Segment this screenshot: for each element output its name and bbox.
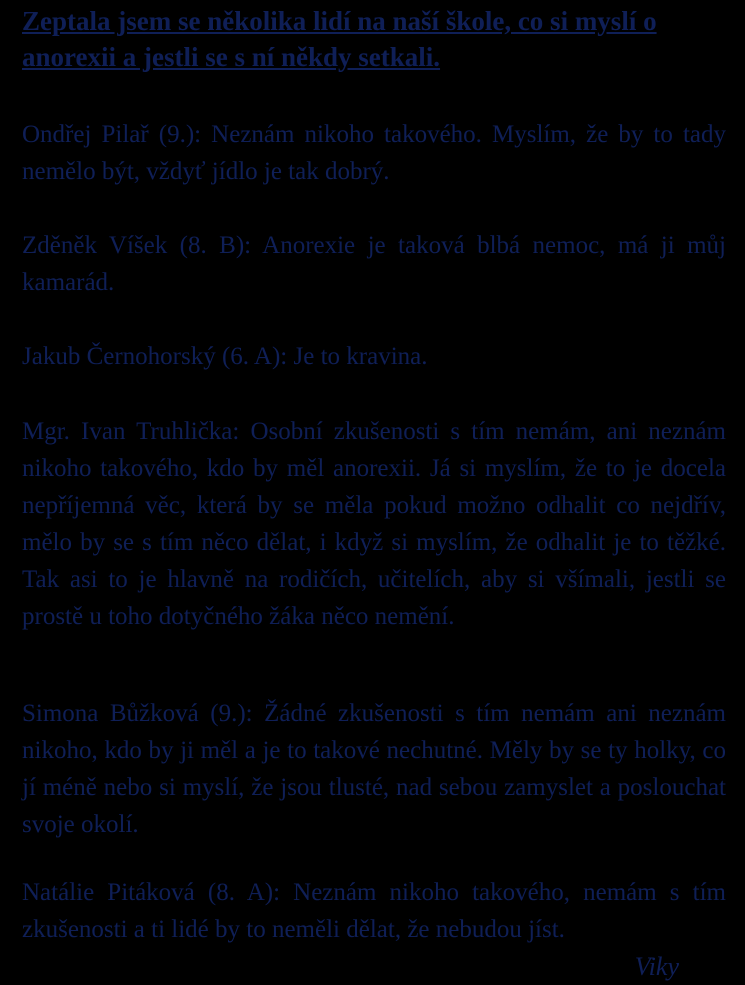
response-simona-buzkova: Simona Bůžková (9.): Žádné zkušenosti s tím nemám ani neznám nikoho, kdo by ji měl a je to takové nechutné. Měly by se ty holky, co jí méně nebo si myslí, že jsou tlusté, nad sebou zamyslet a poslouchat svoje okolí. <box>22 700 726 838</box>
response-jakub-cernohorsky: Jakub Černohorský (6. A): Je to kravina. <box>22 343 428 370</box>
author-signature: Viky <box>634 952 679 981</box>
response-natalie-pitakova: Natálie Pitáková (8. A): Neznám nikoho takového, nemám s tím zkušenosti a ti lidé by to neměli dělat, že nebudou jíst. <box>22 879 726 943</box>
response-ondrej-pilar: Ondřej Pilař (9.): Neznám nikoho takového. Myslím, že by to tady nemělo být, vždyť jídlo je tak dobrý. <box>22 121 726 185</box>
response-ivan-truhlicka: Mgr. Ivan Truhlička: Osobní zkušenosti s tím nemám, ani neznám nikoho takového, kdo by měl anorexii. Já si myslím, že to je docela nepříjemná věc, která by se měla pokud možno odhalit co nejdřív, mělo by se s tím něco dělat, i když si myslím, že odhalit je to těžké. Tak asi to je hlavně na rodičích, učitelích, aby si všímali, jestli se prostě u toho dotyčného žáka něco nemění. <box>22 418 726 630</box>
page-title: Zeptala jsem se několika lidí na naší škole, co si myslí o anorexii a jestli se s ní někdy setkali. <box>22 6 657 72</box>
response-zdenek-visek: Zděněk Víšek (8. B): Anorexie je taková blbá nemoc, má ji můj kamarád. <box>22 232 726 296</box>
